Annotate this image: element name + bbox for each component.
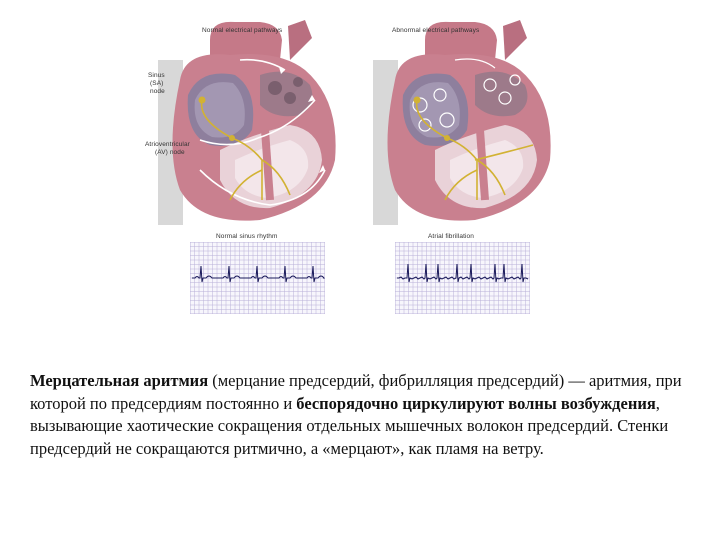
normal-ecg-strip <box>190 242 325 314</box>
abnormal-heart-diagram <box>355 20 555 225</box>
caption-text-1: (мерцание предсердий, фибрилляция предсердий) — аритмия, при которой по предсердиям постоянно и <box>30 371 682 413</box>
caption-emphasis: беспорядочно циркулируют волны возбуждения <box>296 393 656 413</box>
right-diagram-title: Abnormal electrical pathways <box>392 27 480 34</box>
left-ecg-title: Normal sinus rhythm <box>216 233 278 240</box>
av-node-label-line2: (AV) node <box>155 149 185 156</box>
heart-illustration <box>130 0 560 330</box>
sa-node-label-line3: node <box>150 88 165 95</box>
caption-paragraph <box>30 370 695 460</box>
sa-node-label-line1: Sinus <box>148 72 165 79</box>
normal-heart-diagram <box>140 20 340 225</box>
afib-ecg-strip <box>395 242 530 314</box>
left-diagram-title: Normal electrical pathways <box>202 27 283 34</box>
av-node-label-line1: Atrioventricular <box>145 141 190 148</box>
right-ecg-title: Atrial fibrillation <box>428 233 474 240</box>
sa-node-label-line2: (SA) <box>150 80 164 87</box>
caption-text-2: , вызывающие хаотические сокращения отдельных мышечных волокон предсердий. Стенки предсердий не сокращаются ритмично, а «мерцают», как пламя на ветру. <box>30 393 669 458</box>
caption-term: Мерцательная аритмия <box>30 371 209 390</box>
